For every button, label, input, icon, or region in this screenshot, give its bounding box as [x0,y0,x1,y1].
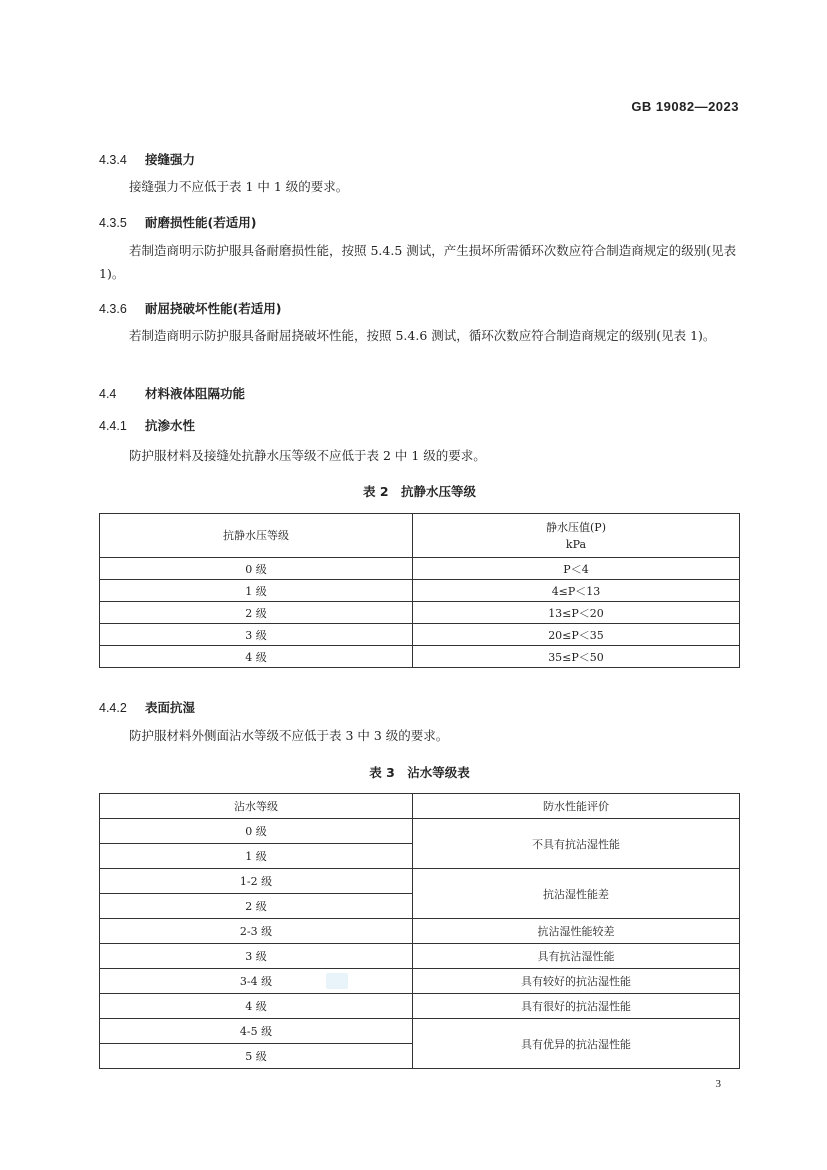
table-row [100,819,740,844]
table-header-row [100,514,740,558]
grade-cell: 2 级 [100,602,413,624]
table-row [100,1019,740,1044]
evaluation-cell: 抗沾湿性能较差 [413,919,740,944]
evaluation-cell: 具有很好的抗沾湿性能 [413,994,740,1019]
column-header-value-label: 静水压值(P) [546,520,606,534]
grade-cell: 4 级 [100,646,413,668]
section-number: 4.3.5 [99,216,127,230]
section-heading-4-4-2 [99,698,195,716]
table-2-caption: 表 2 抗静水压等级 [362,484,477,499]
section-title: 耐屈挠破坏性能(若适用) [145,301,282,316]
grade-cell: 0 级 [100,819,413,844]
grade-cell: 3-4 级 [100,969,413,994]
grade-cell: 2 级 [100,894,413,919]
value-cell: 35≤P＜50 [413,646,740,668]
evaluation-cell: 具有优异的抗沾湿性能 [413,1019,740,1069]
page-number: 3 [715,1078,721,1090]
evaluation-cell: 具有抗沾湿性能 [413,944,740,969]
column-header-grade: 抗静水压等级 [100,514,413,558]
section-number: 4.4 [99,387,117,401]
table-2 [99,513,740,668]
table-3 [99,793,740,1069]
value-cell: P＜4 [413,558,740,580]
column-header-value [413,514,740,558]
section-number: 4.3.4 [99,153,127,167]
section-heading-4-4-1 [99,416,195,434]
grade-cell: 0 级 [100,558,413,580]
section-title: 材料液体阻隔功能 [145,386,246,401]
section-text-4-3-4: 接缝强力不应低于表 1 中 1 级的要求。 [129,179,349,194]
table-3-caption: 表 3 沾水等级表 [369,765,470,780]
table-row [100,646,740,668]
section-title: 耐磨损性能(若适用) [145,215,257,230]
table-row [100,944,740,969]
value-cell: 13≤P＜20 [413,602,740,624]
table-row [100,969,740,994]
section-text-4-4-1: 防护服材料及接缝处抗静水压等级不应低于表 2 中 1 级的要求。 [129,448,486,463]
column-header-evaluation: 防水性能评价 [413,794,740,819]
grade-cell: 2-3 级 [100,919,413,944]
section-text-4-4-2: 防护服材料外侧面沾水等级不应低于表 3 中 3 级的要求。 [129,728,449,743]
evaluation-cell: 具有较好的抗沾湿性能 [413,969,740,994]
table-row [100,869,740,894]
value-cell: 4≤P＜13 [413,580,740,602]
table-row [100,624,740,646]
table-row [100,580,740,602]
value-cell: 20≤P＜35 [413,624,740,646]
section-heading-4-3-4 [99,150,195,168]
section-title: 抗渗水性 [145,418,196,433]
table-row [100,919,740,944]
section-number: 4.4.2 [99,701,127,715]
section-title: 接缝强力 [145,152,196,167]
evaluation-cell: 抗沾湿性能差 [413,869,740,919]
section-title: 表面抗湿 [145,700,196,715]
grade-cell: 1 级 [100,844,413,869]
grade-cell: 1-2 级 [100,869,413,894]
table-row [100,602,740,624]
grade-cell: 4 级 [100,994,413,1019]
section-heading-4-3-5 [99,213,256,231]
grade-cell: 4-5 级 [100,1019,413,1044]
grade-cell: 3 级 [100,624,413,646]
grade-cell: 1 级 [100,580,413,602]
evaluation-cell: 不具有抗沾湿性能 [413,819,740,869]
column-header-grade: 沾水等级 [100,794,413,819]
column-header-value-unit: kPa [565,537,587,551]
grade-cell: 5 级 [100,1044,413,1069]
section-heading-4-4 [99,384,245,402]
grade-cell: 3 级 [100,944,413,969]
section-text-4-3-5: 若制造商明示防护服具备耐磨损性能，按照 5.4.5 测试，产生损坏所需循环次数应符合制造商规定的级别(见表 1)。 [99,243,737,281]
table-row [100,994,740,1019]
table-header-row [100,794,740,819]
document-code: GB 19082—2023 [631,99,739,114]
table-row [100,558,740,580]
section-number: 4.3.6 [99,302,127,316]
section-heading-4-3-6 [99,299,281,317]
section-number: 4.4.1 [99,419,127,433]
section-text-4-3-6: 若制造商明示防护服具备耐屈挠破坏性能，按照 5.4.6 测试，循环次数应符合制造商规定的级别(见表 1)。 [129,328,716,343]
watermark-logo [326,973,348,989]
